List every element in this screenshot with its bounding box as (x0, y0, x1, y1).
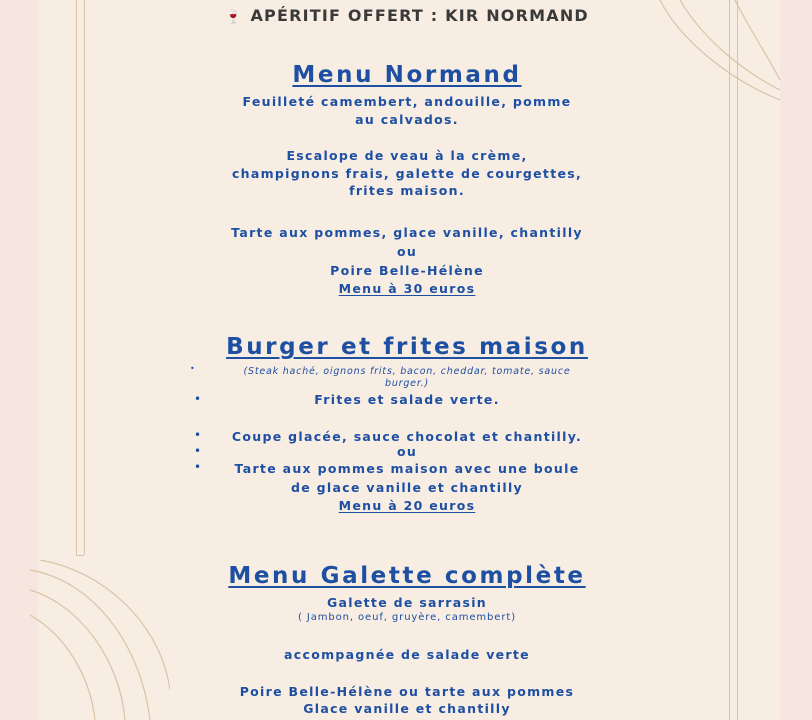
galette-dessert-2: Glace vanille et chantilly (303, 701, 511, 716)
menu-normand-plat-3: frites maison. (349, 183, 465, 198)
menu-normand-entree-2: au calvados. (355, 112, 459, 127)
burger-detail-1: (Steak haché, oignons frits, bacon, cheddar, tomate, sauce (243, 366, 571, 377)
bullet-icon: • (194, 428, 202, 442)
burger-detail-2: burger.) (385, 378, 429, 389)
galette-dessert-1: Poire Belle-Hélène ou tarte aux pommes (239, 684, 575, 699)
menu-normand-title: Menu Normand (292, 62, 522, 88)
menu-normand-price: Menu à 30 euros (338, 281, 476, 296)
burger-title: Burger et frites maison (226, 334, 588, 360)
burger-side: Frites et salade verte. (314, 392, 500, 407)
burger-price: Menu à 20 euros (338, 498, 476, 513)
galette-plat: Galette de sarrasin (327, 595, 487, 610)
galette-title: Menu Galette complète (228, 563, 586, 589)
frame-line-left-outer (76, 0, 77, 555)
bullet-icon: • (194, 392, 202, 406)
burger-dessert-1: Coupe glacée, sauce chocolat et chantilly. (231, 429, 583, 444)
menu-normand-entree-1: Feuilleté camembert, andouille, pomme (242, 94, 572, 109)
bullet-icon: • (190, 364, 195, 373)
frame-line-bottom-left (76, 555, 84, 556)
menu-normand-ou: ou (396, 244, 418, 259)
menu-normand-plat-2: champignons frais, galette de courgettes, (231, 166, 583, 181)
menu-normand-plat-1: Escalope de veau à la crème, (286, 148, 528, 163)
galette-detail: ( Jambon, oeuf, gruyère, camembert) (297, 612, 516, 623)
burger-dessert-2b: de glace vanille et chantilly (291, 480, 523, 495)
menu-normand-dessert-1: Tarte aux pommes, glace vanille, chantilly (231, 225, 583, 240)
menu-normand-dessert-2: Poire Belle-Hélène (330, 263, 484, 278)
galette-side: accompagnée de salade verte (284, 647, 530, 662)
aperitif-text: APÉRITIF OFFERT : KIR NORMAND (250, 6, 589, 25)
aperitif-banner (84, 6, 730, 25)
bullet-icon: • (194, 444, 202, 458)
burger-dessert-2a: Tarte aux pommes maison avec une boule (234, 461, 580, 476)
wine-glass-icon: 🍷 (225, 10, 243, 25)
burger-ou: ou (396, 444, 418, 459)
bullet-icon: • (194, 460, 202, 474)
